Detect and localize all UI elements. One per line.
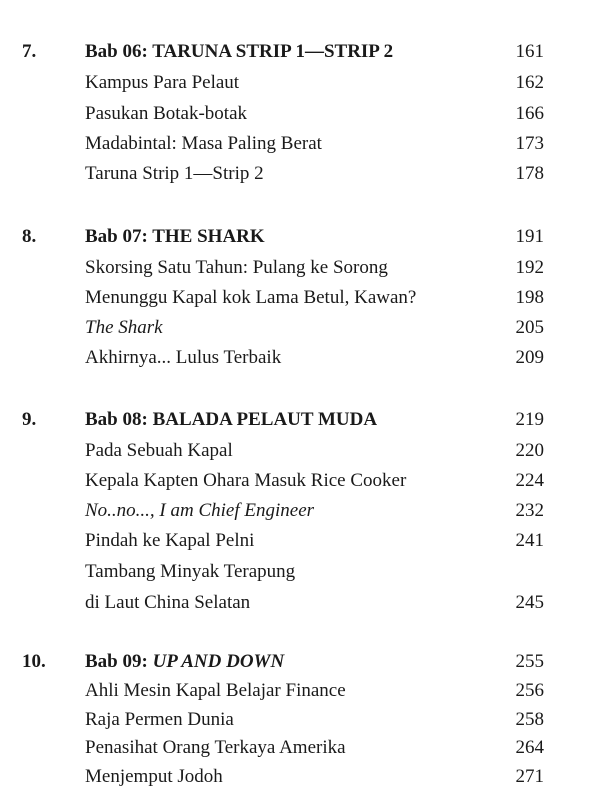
toc-entry	[0, 68, 600, 98]
toc-entry	[0, 283, 600, 313]
entry-title: The Shark	[85, 317, 163, 338]
toc-entry	[0, 343, 600, 373]
entry-title: Skorsing Satu Tahun: Pulang ke Sorong	[85, 257, 388, 278]
chapter-page: 219	[515, 409, 544, 430]
entry-page: 173	[515, 133, 544, 154]
entry-page: 178	[515, 163, 544, 184]
chapter-page: 191	[515, 226, 544, 247]
entry-title: Madabintal: Masa Paling Berat	[85, 133, 322, 154]
entry-title: Taruna Strip 1—Strip 2	[85, 163, 264, 184]
entry-title: Ahli Mesin Kapal Belajar Finance	[85, 680, 346, 701]
entry-page: 241	[515, 530, 544, 551]
chapter-title	[85, 647, 284, 677]
chapter-title: Bab 06: TARUNA STRIP 1—STRIP 2	[85, 41, 394, 62]
toc-entry	[0, 159, 600, 189]
chapter-title-emphasis: UP AND DOWN	[152, 651, 285, 672]
toc-entry	[0, 733, 600, 763]
entry-page: 271	[515, 766, 544, 787]
entry-page: 166	[515, 103, 544, 124]
chapter-number: 9.	[22, 409, 37, 430]
toc-entry	[0, 676, 600, 706]
chapter-row	[0, 647, 600, 677]
entry-title: Tambang Minyak Terapung	[85, 561, 296, 582]
chapter-number: 8.	[22, 226, 37, 247]
entry-title: Kepala Kapten Ohara Masuk Rice Cooker	[85, 470, 407, 491]
entry-page: 209	[515, 347, 544, 368]
toc-entry	[0, 557, 600, 587]
entry-title: Penasihat Orang Terkaya Amerika	[85, 737, 346, 758]
entry-title: di Laut China Selatan	[85, 592, 251, 613]
toc-entry	[0, 129, 600, 159]
chapter-number: 10.	[22, 651, 46, 672]
chapter-row	[0, 222, 600, 252]
toc-entry	[0, 762, 600, 792]
entry-page: 205	[515, 317, 544, 338]
entry-title: Menjemput Jodoh	[85, 766, 223, 787]
toc-entry	[0, 313, 600, 343]
toc-entry	[0, 526, 600, 556]
chapter-title-prefix: Bab 09:	[85, 651, 153, 672]
toc-entry	[0, 466, 600, 496]
entry-title: Pada Sebuah Kapal	[85, 440, 233, 461]
entry-page: 258	[515, 709, 544, 730]
chapter-title: Bab 08: BALADA PELAUT MUDA	[85, 409, 378, 430]
chapter-page: 255	[515, 651, 544, 672]
toc-entry	[0, 99, 600, 129]
entry-title: No..no..., I am Chief Engineer	[85, 500, 315, 521]
entry-page: 220	[515, 440, 544, 461]
toc-entry	[0, 588, 600, 618]
chapter-row	[0, 405, 600, 435]
entry-title: Akhirnya... Lulus Terbaik	[85, 347, 282, 368]
chapter-number: 7.	[22, 41, 37, 62]
entry-page: 192	[515, 257, 544, 278]
entry-page: 264	[515, 737, 544, 758]
toc-entry	[0, 253, 600, 283]
entry-title: Kampus Para Pelaut	[85, 72, 240, 93]
toc-entry	[0, 705, 600, 735]
entry-title: Pindah ke Kapal Pelni	[85, 530, 255, 551]
entry-page: 224	[515, 470, 544, 491]
entry-title: Menunggu Kapal kok Lama Betul, Kawan?	[85, 287, 417, 308]
entry-title: Raja Permen Dunia	[85, 709, 234, 730]
chapter-page: 161	[515, 41, 544, 62]
chapter-row	[0, 37, 600, 67]
entry-page: 245	[515, 592, 544, 613]
entry-page: 232	[515, 500, 544, 521]
entry-page: 198	[515, 287, 544, 308]
toc-entry	[0, 436, 600, 466]
chapter-title: Bab 07: THE SHARK	[85, 226, 265, 247]
toc-entry	[0, 496, 600, 526]
entry-page: 162	[515, 72, 544, 93]
entry-title: Pasukan Botak-botak	[85, 103, 248, 124]
entry-page: 256	[515, 680, 544, 701]
